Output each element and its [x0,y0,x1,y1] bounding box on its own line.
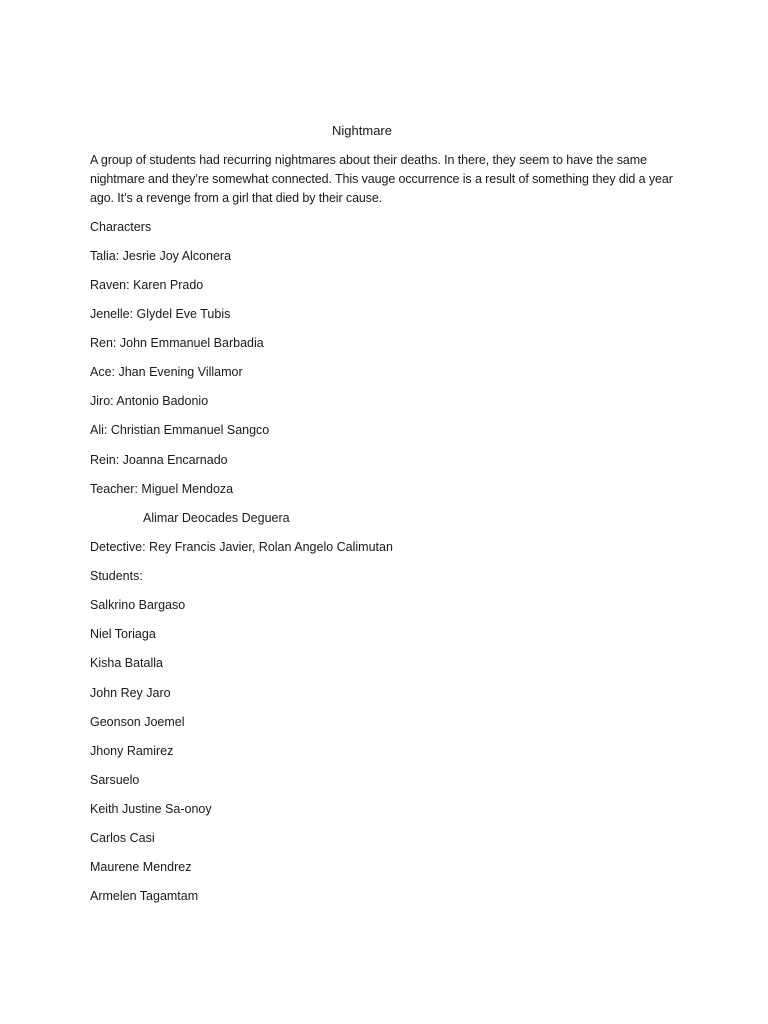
character-line: Jiro: Antonio Badonio [90,394,209,408]
character-line: Rein: Joanna Encarnado [90,453,228,467]
character-line: Talia: Jesrie Joy Alconera [90,249,232,263]
character-line: Ren: John Emmanuel Barbadia [90,336,264,350]
students-heading: Students: [90,569,143,583]
student-line: Carlos Casi [90,831,155,845]
characters-heading: Characters [90,220,152,234]
student-line: John Rey Jaro [90,686,171,700]
document-title: Nightmare [332,123,392,138]
character-line: Ali: Christian Emmanuel Sangco [90,423,270,437]
student-line: Geonson Joemel [90,715,185,729]
character-line: Jenelle: Glydel Eve Tubis [90,307,231,321]
character-line: Teacher: Miguel Mendoza [90,482,234,496]
student-line: Sarsuelo [90,773,140,787]
character-line: Alimar Deocades Deguera [143,511,290,525]
intro-paragraph: A group of students had recurring nightmares about their deaths. In there, they seem to have the same nightmare and they’re somewhat connected. This vauge occurrence is a result of something they did a year ago. It’s a revenge from a girl that died by their cause. [90,153,673,205]
student-line: Maurene Mendrez [90,860,192,874]
character-line: Ace: Jhan Evening Villamor [90,365,243,379]
student-line: Armelen Tagamtam [90,889,199,903]
character-line: Raven: Karen Prado [90,278,204,292]
student-line: Jhony Ramirez [90,744,174,758]
student-line: Keith Justine Sa-onoy [90,802,212,816]
character-line: Detective: Rey Francis Javier, Rolan Angelo Calimutan [90,540,393,554]
student-line: Kisha Batalla [90,656,163,670]
student-line: Salkrino Bargaso [90,598,186,612]
student-line: Niel Toriaga [90,627,156,641]
